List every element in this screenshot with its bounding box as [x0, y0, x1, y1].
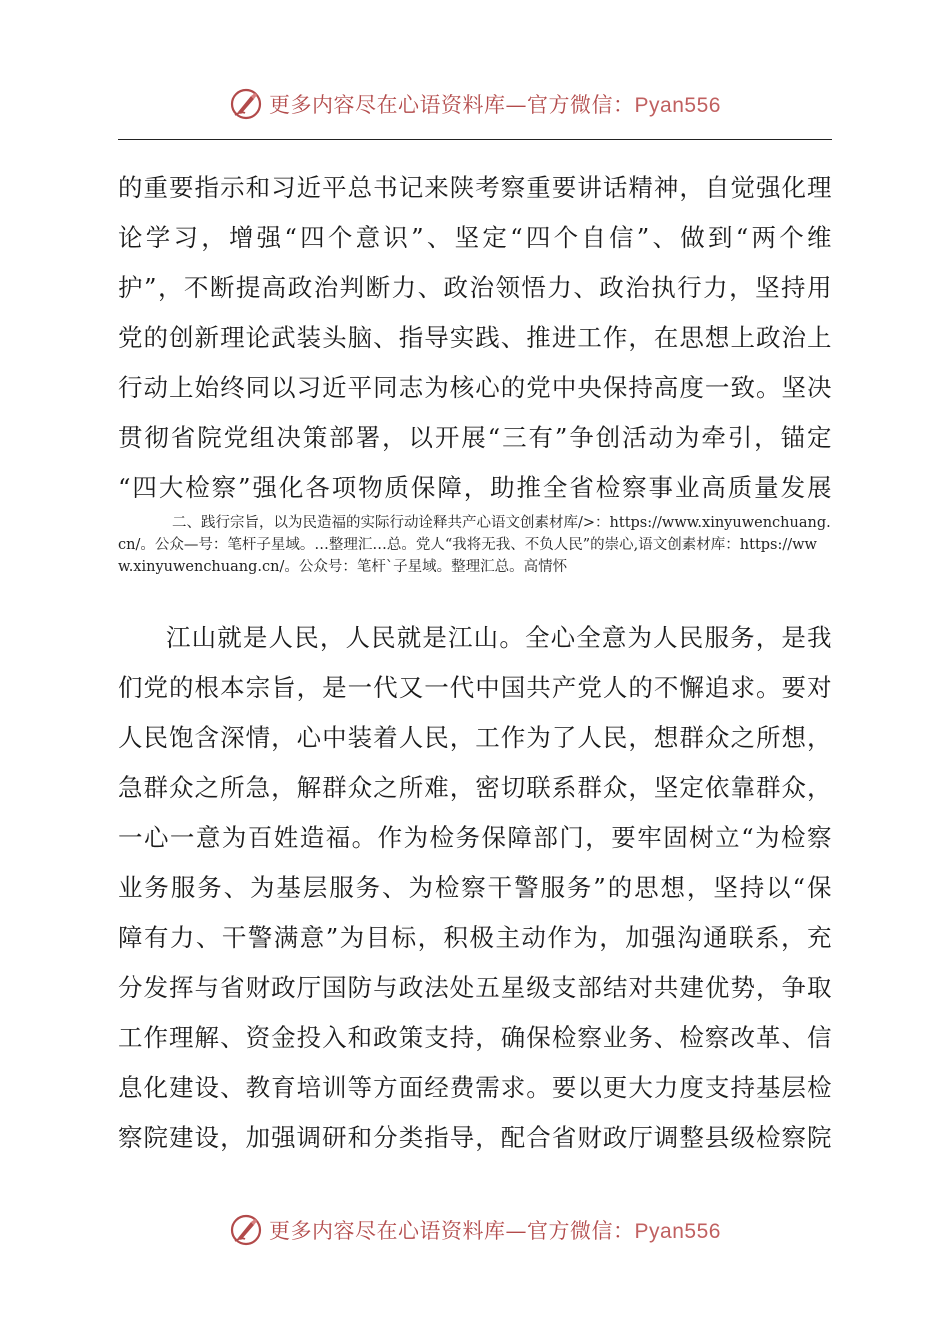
header-banner-text — [269, 89, 721, 119]
section3-line: 们党的根本宗旨，是一代又一代中国共产党人的不懈追求。要对 — [118, 673, 832, 702]
section3-line: 急群众之所急，解群众之所难，密切联系群众，坚定依靠群众， — [118, 773, 832, 802]
section3-line: 息化建设、教育培训等方面经费需求。要以更大力度支持基层检 — [118, 1073, 832, 1102]
section1-line: “四大检察”强化各项物质保障，助推全省检察事业高质量发展 — [118, 473, 832, 502]
section3-line: 分发挥与省财政厅国防与政法处五星级支部结对共建优势，争取 — [118, 973, 832, 1002]
section3-line: 工作理解、资金投入和政策支持，确保检察业务、检察改革、信 — [118, 1023, 832, 1052]
section2-heading: 二、践行宗旨，以为民造福的实际行动诠释共产心语文创素材库/>：https://www.xinyuwenchuang.cn/。公众—号：笔杆子星域。…整理汇…总。党人“我将无我、不负人民”的崇心,语文创素材库：https://www.xinyuwenchuang.cn/。公众号：笔杆`子星域。整理汇总。高情怀 — [118, 515, 831, 575]
section1-line: 论学习，增强“四个意识”、坚定“四个自信”、做到“两个维 — [118, 223, 832, 252]
footer-banner-text — [269, 1215, 721, 1245]
section1-paragraph — [118, 163, 832, 513]
pen-nib-logo-icon — [229, 87, 263, 121]
footer-banner-label: 更多内容尽在心语资料库—官方微信： — [269, 1219, 635, 1243]
section1-line: 行动上始终同以习近平同志为核心的党中央保持高度一致。坚决 — [118, 373, 832, 402]
section3-paragraph — [118, 613, 832, 1163]
header-wechat-id: Pyan556 — [634, 94, 721, 117]
section1-line: 的重要指示和习近平总书记来陕考察重要讲话精神，自觉强化理 — [118, 173, 832, 202]
section3-line: 江山就是人民，人民就是江山。全心全意为人民服务，是我 — [166, 623, 832, 652]
section1-line: 贯彻省院党组决策部署，以开展“三有”争创活动为牵引，锚定 — [118, 423, 832, 452]
section3-line: 业务服务、为基层服务、为检察干警服务”的思想，坚持以“保 — [118, 873, 832, 902]
pen-nib-logo-icon — [229, 1213, 263, 1247]
section1-line: 党的创新理论武装头脑、指导实践、推进工作，在思想上政治上 — [118, 323, 832, 352]
section1-line: 护”，不断提高政治判断力、政治领悟力、政治执行力，坚持用 — [118, 273, 832, 302]
header-divider — [118, 139, 832, 140]
header-banner — [0, 84, 950, 124]
footer-banner — [0, 1210, 950, 1250]
section3-line: 人民饱含深情，心中装着人民，工作为了人民，想群众之所想， — [118, 723, 832, 752]
header-banner-label: 更多内容尽在心语资料库—官方微信： — [269, 93, 635, 117]
section3-line: 一心一意为百姓造福。作为检务保障部门，要牢固树立“为检察 — [118, 823, 832, 852]
footer-wechat-id: Pyan556 — [634, 1220, 721, 1243]
section3-line: 察院建设，加强调研和分类指导，配合省财政厅调整县级检察院 — [118, 1123, 832, 1152]
section3-line: 障有力、干警满意”为目标，积极主动作为，加强沟通联系，充 — [118, 923, 832, 952]
